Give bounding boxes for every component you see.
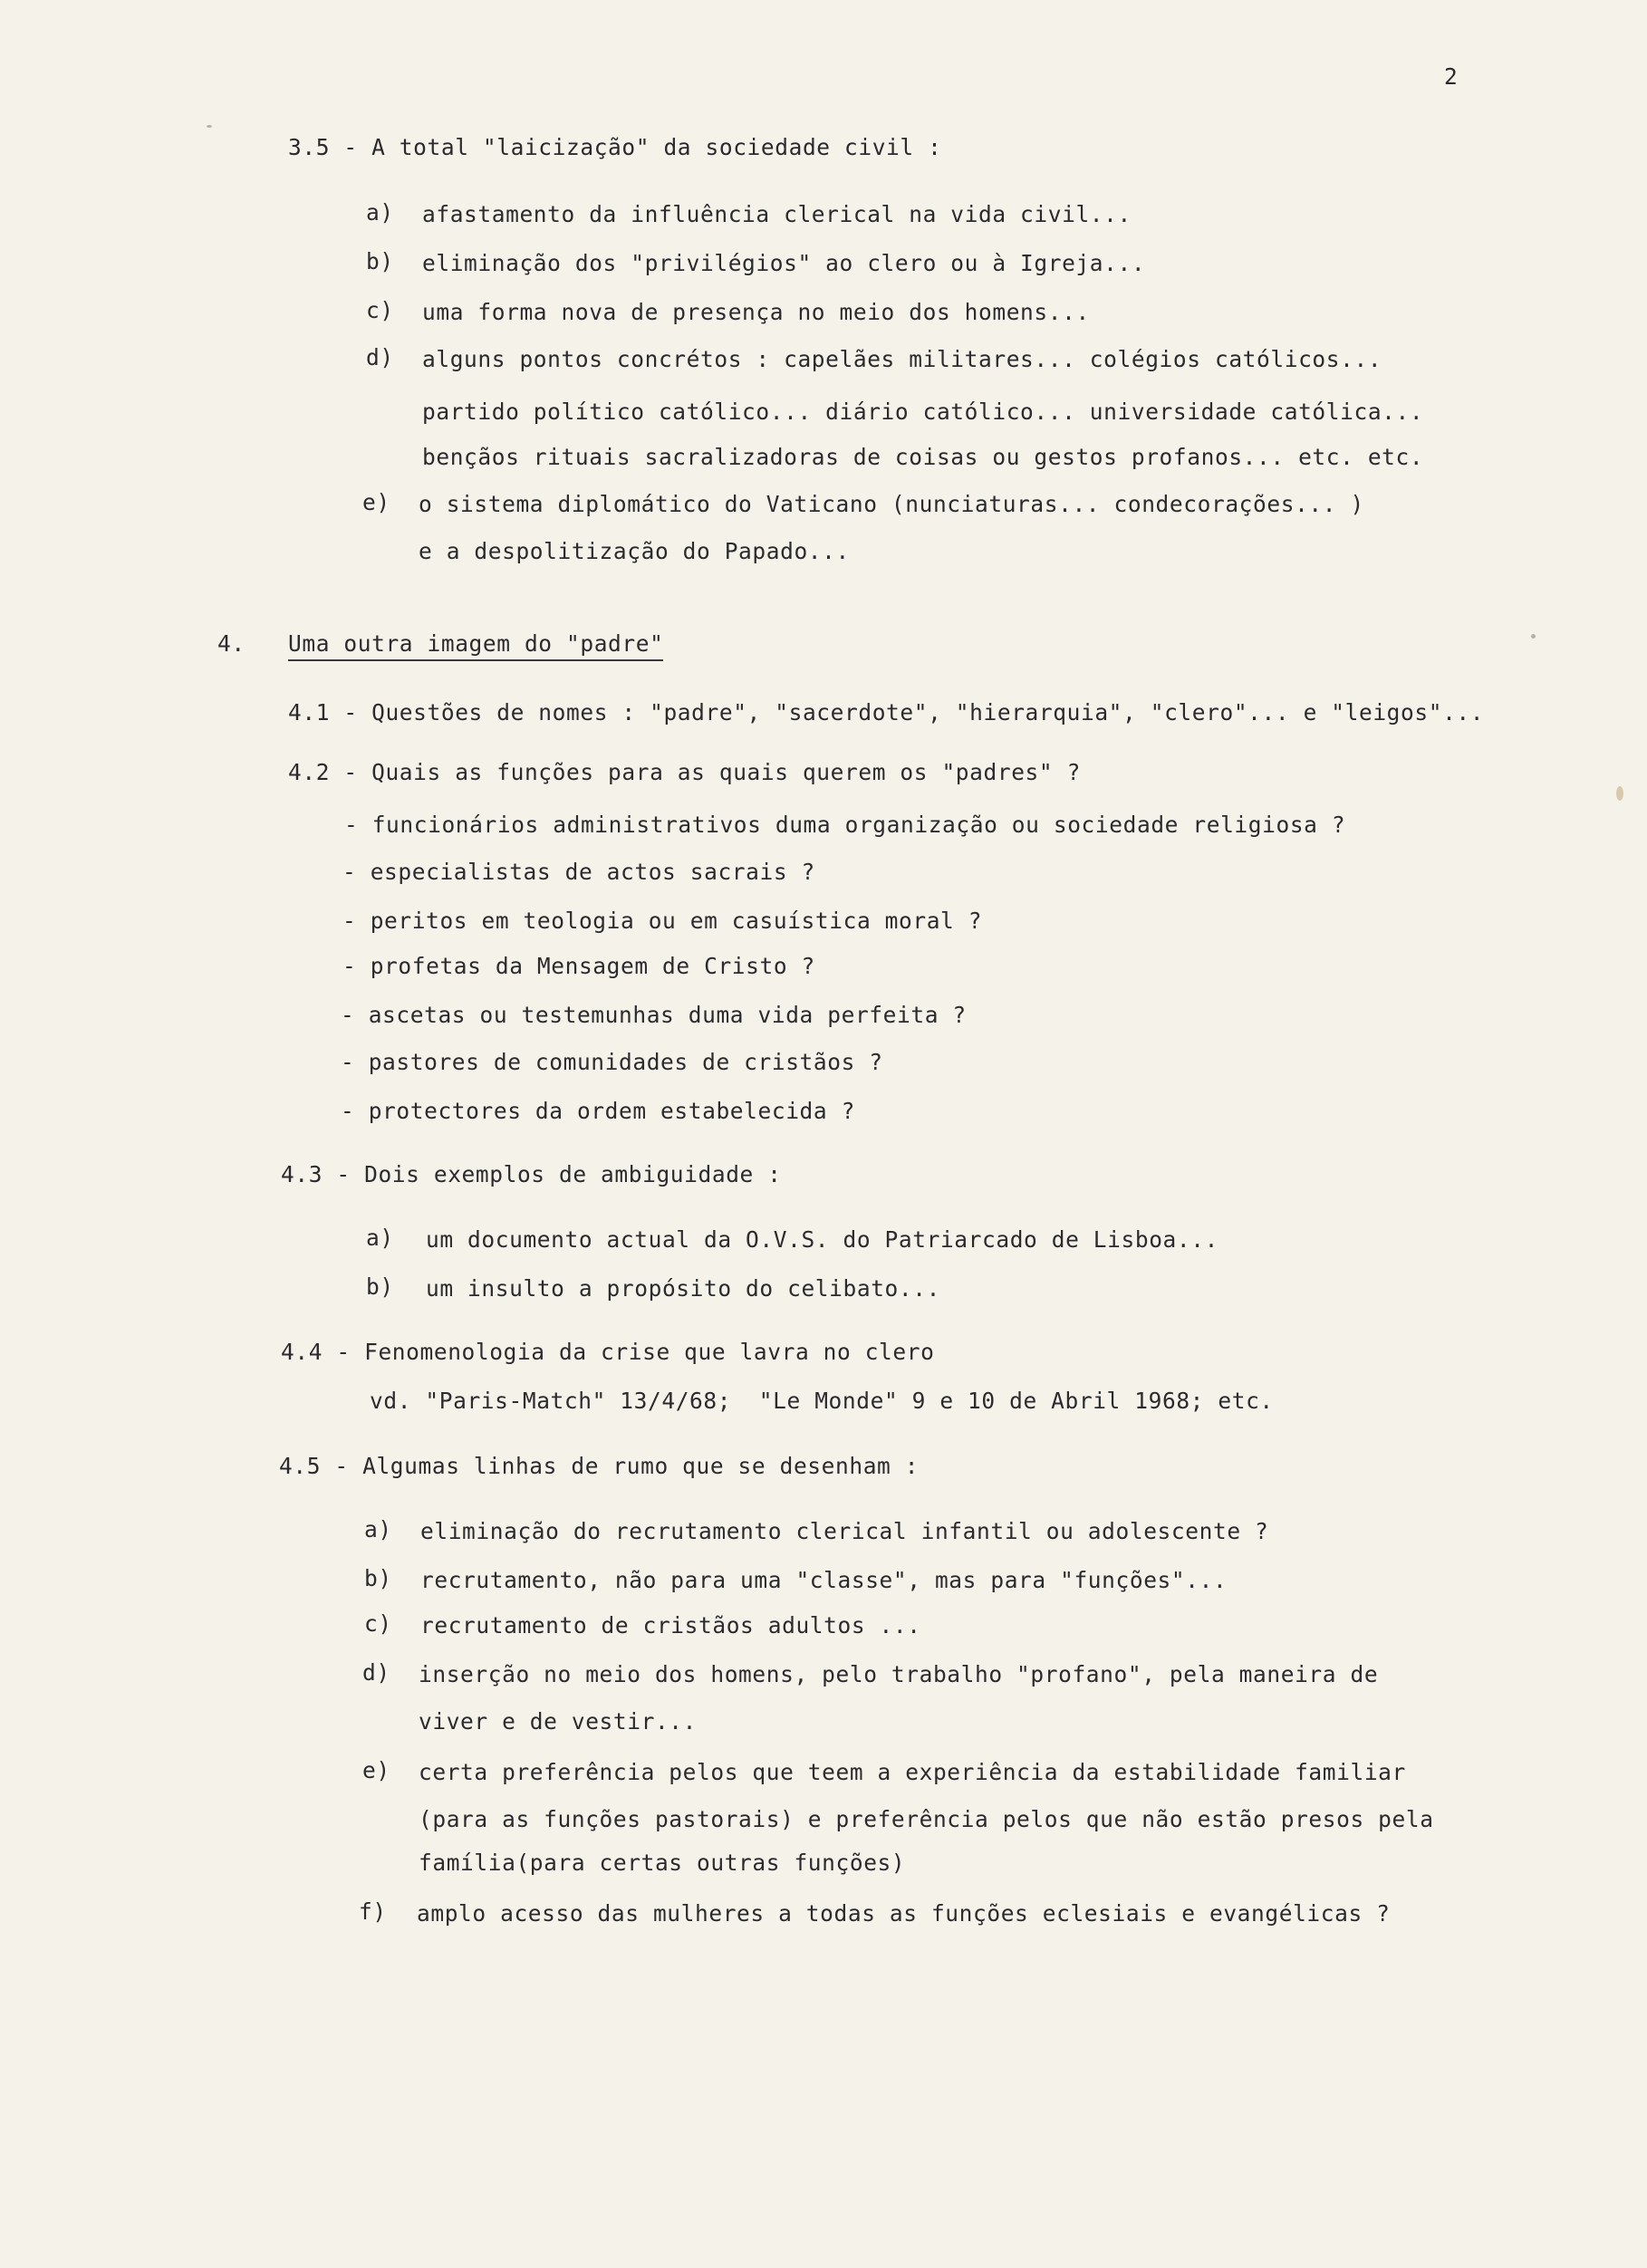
list-item: - profetas da Mensagem de Cristo ?: [342, 953, 815, 979]
section-4-4-reference: vd. "Paris-Match" 13/4/68; "Le Monde" 9 e 10 de Abril 1968; etc.: [370, 1388, 1274, 1414]
item-marker: b): [366, 1273, 394, 1300]
list-item: - peritos em teologia ou em casuística moral ?: [342, 908, 983, 934]
section-4-1: 4.1 - Questões de nomes : "padre", "sacerdote", "hierarquia", "clero"... e "leigos"...: [288, 699, 1485, 726]
item-text: um documento actual da O.V.S. do Patriarcado de Lisboa...: [426, 1226, 1218, 1253]
item-text: inserção no meio dos homens, pelo trabalho "profano", pela maneira de: [419, 1661, 1379, 1687]
item-marker: a): [366, 1225, 394, 1251]
section-4-title: Uma outra imagem do "padre": [288, 630, 663, 661]
item-text: o sistema diplomático do Vaticano (nunciaturas... condecorações... ): [419, 491, 1364, 517]
section-4-2-heading: 4.2 - Quais as funções para as quais querem os "padres" ?: [288, 759, 1081, 785]
item-text: certa preferência pelos que teem a experiência da estabilidade familiar: [419, 1759, 1406, 1785]
paper-speck: [207, 125, 212, 128]
item-marker: c): [366, 297, 394, 323]
item-text: bençãos rituais sacralizadoras de coisas ou gestos profanos... etc. etc.: [422, 444, 1424, 470]
paper-speck: [1531, 634, 1536, 639]
item-text: eliminação dos "privilégios" ao clero ou à Igreja...: [422, 250, 1146, 276]
list-item: - especialistas de actos sacrais ?: [342, 859, 815, 885]
item-text: viver e de vestir...: [419, 1708, 698, 1735]
item-text: recrutamento de cristãos adultos ...: [420, 1612, 921, 1639]
item-marker: a): [364, 1516, 392, 1542]
item-marker: e): [362, 1757, 390, 1783]
item-text: alguns pontos concrétos : capelães militares... colégios católicos...: [422, 346, 1382, 372]
item-marker: d): [362, 1659, 390, 1686]
item-marker: b): [366, 248, 394, 274]
item-text: (para as funções pastorais) e preferência pelos que não estão presos pela: [419, 1806, 1434, 1832]
section-3-5-heading: 3.5 - A total "laicização" da sociedade civil :: [288, 134, 942, 160]
page-number: 2: [1444, 63, 1459, 90]
section-4-3-heading: 4.3 - Dois exemplos de ambiguidade :: [281, 1161, 782, 1187]
item-text: família(para certas outras funções): [419, 1850, 906, 1876]
item-text: um insulto a propósito do celibato...: [426, 1275, 940, 1302]
item-text: uma forma nova de presença no meio dos homens...: [422, 299, 1090, 325]
item-marker: c): [364, 1610, 392, 1637]
item-text: amplo acesso das mulheres a todas as funções eclesiais e evangélicas ?: [417, 1900, 1391, 1927]
list-item: - pastores de comunidades de cristãos ?: [341, 1049, 883, 1075]
section-4-5-heading: 4.5 - Algumas linhas de rumo que se desenham :: [279, 1453, 920, 1479]
paper-speck: [1616, 786, 1623, 801]
item-marker: a): [366, 199, 394, 226]
item-text: afastamento da influência clerical na vida civil...: [422, 201, 1132, 227]
item-marker: e): [362, 489, 390, 515]
section-4-4-heading: 4.4 - Fenomenologia da crise que lavra no clero: [281, 1339, 935, 1365]
list-item: - ascetas ou testemunhas duma vida perfeita ?: [341, 1002, 967, 1028]
section-4-number: 4.: [217, 630, 246, 657]
item-text: e a despolitização do Papado...: [419, 538, 850, 564]
item-marker: f): [359, 1898, 387, 1925]
item-marker: b): [364, 1565, 392, 1591]
item-text: recrutamento, não para uma "classe", mas para "funções"...: [420, 1567, 1228, 1593]
item-text: eliminação do recrutamento clerical infantil ou adolescente ?: [420, 1518, 1269, 1544]
item-marker: d): [366, 344, 394, 370]
list-item: - funcionários administrativos duma organização ou sociedade religiosa ?: [344, 812, 1346, 838]
list-item: - protectores da ordem estabelecida ?: [341, 1098, 855, 1124]
item-text: partido político católico... diário católico... universidade católica...: [422, 399, 1424, 425]
